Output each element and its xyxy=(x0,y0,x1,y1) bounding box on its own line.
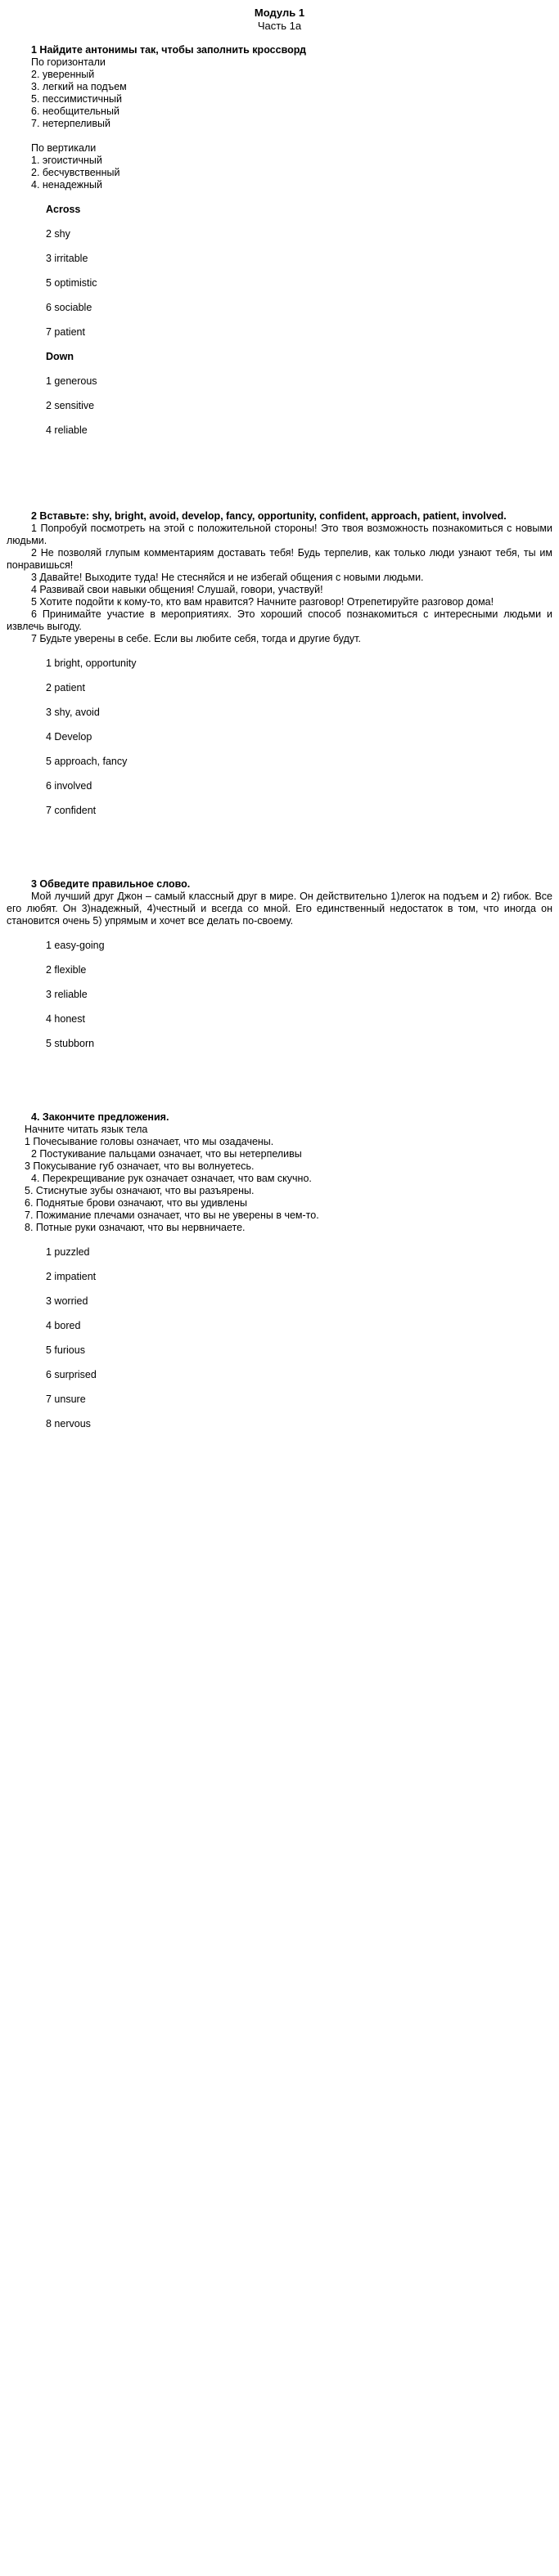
exercise-2-item: 1 Попробуй посмотреть на этой с положительной стороны! Это твоя возможность познакомиться с новыми людьми. xyxy=(7,523,552,546)
spacer xyxy=(7,1062,552,1111)
list-item: 5. пессимистичный xyxy=(31,93,123,105)
exercise-3-answers xyxy=(7,940,552,1050)
exercise-4-item: 7. Пожимание плечами означает, что вы не уверены в чем-то. xyxy=(25,1209,319,1221)
exercise-4-item: 8. Потные руки означают, что вы нервничаете. xyxy=(25,1222,246,1233)
list-item: 4 honest xyxy=(46,1013,85,1025)
exercise-1-across-heading-en: Across xyxy=(46,204,81,215)
list-item: 1. эгоистичный xyxy=(31,155,102,166)
exercise-4-item: 4. Перекрещивание рук означает означает, что вам скучно. xyxy=(31,1173,312,1184)
exercise-1-down-answers xyxy=(7,375,552,437)
spacer xyxy=(7,927,552,940)
exercise-4-heading: 4. Закончите предложения. xyxy=(31,1111,169,1123)
exercise-4-answers xyxy=(7,1246,552,1430)
list-item: 2 impatient xyxy=(46,1271,97,1282)
exercise-4-item: 1 Почесывание головы означает, что мы озадачены. xyxy=(25,1136,274,1147)
exercise-3-heading: 3 Обведите правильное слово. xyxy=(31,878,191,890)
list-item: 4 bored xyxy=(46,1320,81,1331)
list-item: 4 reliable xyxy=(46,424,88,436)
exercise-2-answers xyxy=(7,657,552,817)
exercise-1-heading: 1 Найдите антонимы так, чтобы заполнить кроссворд xyxy=(31,44,306,56)
list-item: 7 patient xyxy=(46,326,85,338)
exercise-4-item: 3 Покусывание губ означает, что вы волнуетесь. xyxy=(25,1160,255,1172)
list-item: 7 confident xyxy=(46,805,97,816)
exercise-4-item: 6. Поднятые брови означают, что вы удивлены xyxy=(25,1197,248,1209)
list-item: 3 reliable xyxy=(46,989,88,1000)
list-item: 1 bright, opportunity xyxy=(46,657,137,669)
list-item: 3 shy, avoid xyxy=(46,707,100,718)
list-item: 1 puzzled xyxy=(46,1246,90,1258)
exercise-4-item: 2 Постукивание пальцами означает, что вы нетерпеливы xyxy=(31,1148,302,1160)
list-item: 6 surprised xyxy=(46,1369,97,1380)
list-item: 7 unsure xyxy=(46,1393,86,1405)
list-item: 8 nervous xyxy=(46,1418,91,1429)
list-item: 5 stubborn xyxy=(46,1038,95,1049)
exercise-1-across-answers xyxy=(7,228,552,339)
spacer xyxy=(7,1234,552,1246)
exercise-2-item: 5 Хотите подойти к кому-то, кто вам нравится? Начните разговор! Отрепетируйте разговор дома! xyxy=(31,596,494,608)
list-item: 5 furious xyxy=(46,1344,85,1356)
list-item: 2. уверенный xyxy=(31,69,95,80)
list-item: 1 generous xyxy=(46,375,97,387)
exercise-1-down-heading-en: Down xyxy=(46,351,74,362)
exercise-2-heading: 2 Вставьте: shy, bright, avoid, develop, fancy, opportunity, confident, approach, patient, involved. xyxy=(31,510,507,522)
exercise-1-across-heading-ru: По горизонтали xyxy=(31,56,106,68)
list-item: 2 shy xyxy=(46,228,70,240)
exercise-4-item: 5. Стиснутые зубы означают, что вы разъярены. xyxy=(25,1185,255,1196)
list-item: 2 flexible xyxy=(46,964,87,976)
list-item: 3 worried xyxy=(46,1295,88,1307)
spacer xyxy=(7,829,552,878)
spacer xyxy=(7,191,552,204)
list-item: 1 easy-going xyxy=(46,940,105,951)
list-item: 6 sociable xyxy=(46,302,92,313)
list-item: 6. необщительный xyxy=(31,105,119,117)
exercise-3-text: Мой лучший друг Джон – самый классный друг в мире. Он действительно 1)легок на подъем и 2) гибок. Все его любят. Он 3)надежный, 4)честный и всегда со мной. Его единственный недостаток в том, что иногда он становится очень 5) упрямым и хочет все делать по-своему. xyxy=(7,891,552,927)
list-item: 5 approach, fancy xyxy=(46,756,128,767)
list-item: 4 Develop xyxy=(46,731,92,743)
list-item: 7. нетерпеливый xyxy=(31,118,111,129)
list-item: 2. бесчувственный xyxy=(31,167,120,178)
exercise-1-down-clues-ru xyxy=(7,155,552,191)
exercise-2-item: 2 Не позволяй глупым комментариям доставать тебя! Будь терпелив, как только люди узнают тебя, ты им понравишься! xyxy=(7,547,552,571)
exercise-2-item: 7 Будьте уверены в себе. Если вы любите себя, тогда и другие будут. xyxy=(31,633,361,644)
list-item: 3 irritable xyxy=(46,253,88,264)
list-item: 6 involved xyxy=(46,780,92,792)
list-item: 2 patient xyxy=(46,682,85,693)
page-subtitle: Часть 1a xyxy=(257,20,302,32)
spacer xyxy=(7,645,552,657)
spacer xyxy=(7,449,552,510)
list-item: 2 sensitive xyxy=(46,400,95,411)
exercise-2-item: 4 Развивай свои навыки общения! Слушай, говори, участвуй! xyxy=(31,584,323,595)
exercise-1-across-clues-ru xyxy=(7,69,552,130)
list-item: 3. легкий на подъем xyxy=(31,81,127,92)
spacer xyxy=(7,130,552,142)
exercise-4-subheading: Начните читать язык тела xyxy=(25,1124,148,1135)
list-item: 4. ненадежный xyxy=(31,179,102,191)
exercise-2-item: 6 Принимайте участие в мероприятиях. Это хороший способ познакомиться с интересными людьми и извлечь выгоду. xyxy=(7,608,552,632)
page-title: Модуль 1 xyxy=(254,7,305,19)
list-item: 5 optimistic xyxy=(46,277,97,289)
exercise-2-item: 3 Давайте! Выходите туда! Не стесняйся и не избегай общения с новыми людьми. xyxy=(31,572,424,583)
exercise-1-down-heading-ru: По вертикали xyxy=(31,142,97,154)
